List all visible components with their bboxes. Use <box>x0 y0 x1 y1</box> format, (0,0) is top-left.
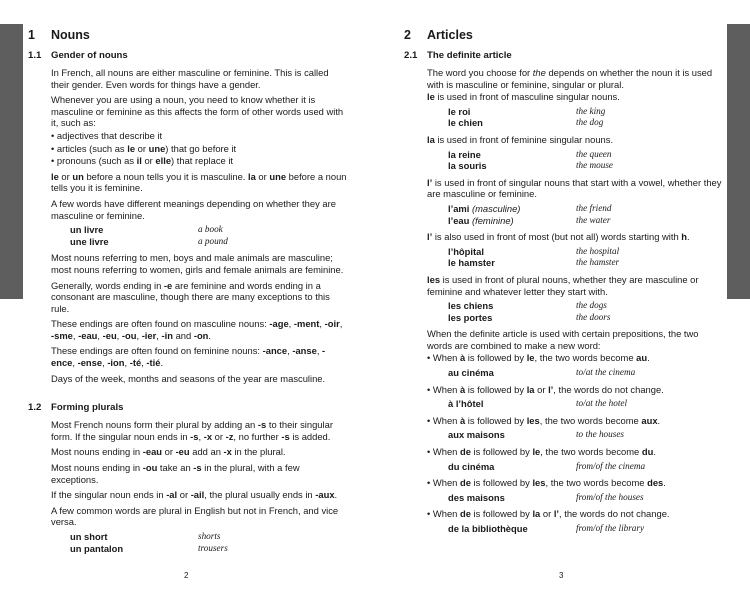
paragraph: A few words have different meanings depending on whether they are masculine or feminine. <box>51 197 336 221</box>
paragraph: Most French nouns form their plural by adding an -s to their singular form. If the singular noun ends in -s, -x or -z, no further -s is added. <box>51 419 333 442</box>
example-list <box>427 523 726 535</box>
example-row: l’ami (masculine) the friend <box>448 202 612 214</box>
right-page <box>404 28 726 540</box>
chapter-number: 2 <box>404 28 411 42</box>
paragraph: le or un before a noun tells you it is masculine. la or une before a noun tells you it is feminine. <box>51 170 347 194</box>
section-heading <box>28 50 348 61</box>
section-body <box>427 67 726 535</box>
bullet-item: • When de is followed by la or l’, the words do not change. <box>427 508 670 520</box>
example-row: un short shorts <box>70 531 221 542</box>
example-row: le chien the dog <box>448 117 604 129</box>
chapter-heading <box>28 28 348 42</box>
chapter-tab-right <box>727 24 750 299</box>
paragraph: Most nouns ending in -eau or -eu add an -x in the plural. <box>51 446 286 458</box>
example-list <box>51 531 348 554</box>
paragraph: In French, all nouns are either masculine or feminine. This is called their gender. Even words for things have a gender. <box>51 67 329 90</box>
paragraph: les is used in front of plural nouns, whether they are masculine or feminine and whatever letter they start with. <box>427 273 699 297</box>
paragraph: l’ is also used in front of most (but not all) words starting with h. <box>427 231 690 243</box>
example-row: l’hôpital the hospital <box>448 245 620 257</box>
example-list <box>427 461 726 473</box>
bullet-item: • When de is followed by les, the two words become des. <box>427 477 666 489</box>
example-row: le roi the king <box>448 105 606 117</box>
example-list <box>427 246 726 269</box>
section-title: Forming plurals <box>51 402 124 414</box>
example-row: un pantalon trousers <box>70 542 228 554</box>
example-row: de la bibliothèque from/of the library <box>448 523 645 534</box>
example-row: une livre a pound <box>70 235 228 247</box>
bullet-item: • When à is followed by les, the two words become aux. <box>427 414 661 426</box>
page-number: 3 <box>559 571 564 580</box>
page-number: 2 <box>184 571 189 580</box>
paragraph: When the definite article is used with certain prepositions, the two words are combined to make a new word: <box>427 328 699 351</box>
example-row: un livre a book <box>70 224 223 236</box>
paragraph: A few common words are plural in English but not in French, and vice versa. <box>51 504 339 528</box>
section-number: 1.2 <box>28 402 42 414</box>
section-body <box>51 419 348 554</box>
chapter-title: Articles <box>427 28 473 42</box>
section-number: 2.1 <box>404 50 418 61</box>
example-list <box>427 149 726 172</box>
example-list <box>427 492 726 504</box>
paragraph: Most nouns ending in -ou take an -s in the plural, with a few exceptions. <box>51 462 300 485</box>
paragraph: These endings are often found on feminine nouns: -ance, -anse, -ence, -ense, -ion, -té, -tié. <box>51 345 326 369</box>
example-row: le hamster the hamster <box>448 257 620 269</box>
paragraph: l’ is used in front of singular nouns that start with a vowel, whether they are masculine or feminine. <box>427 176 722 200</box>
example-row: au cinéma to/at the cinema <box>448 367 636 379</box>
chapter-title: Nouns <box>51 28 90 42</box>
example-row: l’eau (feminine) the water <box>448 214 611 226</box>
bullet-item: • pronouns (such as il or elle) that replace it <box>51 155 234 167</box>
paragraph: These endings are often found on masculine nouns: -age, -ment, -oir, -sme, -eau, -eu, -ou, -ier, -in and -on. <box>51 318 343 341</box>
example-list <box>51 224 348 247</box>
example-row: les chiens the dogs <box>448 300 607 312</box>
example-list <box>427 429 726 441</box>
example-row: du cinéma from/of the cinema <box>448 460 646 472</box>
paragraph: Most nouns referring to men, boys and male animals are masculine; most nouns referring to women, girls and female animals are feminine. <box>51 252 344 275</box>
bullet-item: • When à is followed by le, the two words become au. <box>427 352 650 364</box>
bullet-item: • adjectives that describe it <box>51 129 163 141</box>
paragraph: Whenever you are using a noun, you need to know whether it is masculine or feminine as this affects the form of other words used with it, such as: <box>51 94 344 129</box>
section-number: 1.1 <box>28 50 42 61</box>
example-row: la souris the mouse <box>448 160 613 172</box>
paragraph: le is used in front of masculine singular nouns. <box>427 91 620 103</box>
paragraph: The word you choose for the depends on whether the noun it is used with is masculine or feminine, singular or plural. <box>427 67 713 90</box>
section-title: Gender of nouns <box>51 50 128 61</box>
example-list <box>427 367 726 379</box>
paragraph: Generally, words ending in -e are feminine and words ending in a consonant are masculine, though there are many exceptions to this rule. <box>51 279 330 314</box>
chapter-tab-left <box>0 24 23 299</box>
chapter-number: 1 <box>28 28 35 42</box>
section-body <box>51 67 348 384</box>
bullet-item: • When de is followed by le, the two words become du. <box>427 446 656 458</box>
paragraph: Days of the week, months and seasons of the year are masculine. <box>51 372 326 384</box>
example-list <box>427 106 726 129</box>
example-list <box>427 203 726 226</box>
chapter-heading <box>404 28 726 42</box>
paragraph: If the singular noun ends in -al or -ail, the plural usually ends in -aux. <box>51 489 338 501</box>
left-page <box>28 28 348 559</box>
section-heading <box>404 50 726 61</box>
bullet-item: • When à is followed by la or l’, the words do not change. <box>427 383 664 395</box>
example-row: des maisons from/of the houses <box>448 491 644 503</box>
paragraph: la is used in front of feminine singular nouns. <box>427 133 614 145</box>
example-row: la reine the queen <box>448 148 612 160</box>
example-row: les portes the doors <box>448 311 611 323</box>
example-row: aux maisons to the houses <box>448 429 624 441</box>
example-list <box>427 300 726 323</box>
example-list <box>427 398 726 410</box>
bullet-item: • articles (such as le or une) that go before it <box>51 142 237 154</box>
example-row: à l’hôtel to/at the hotel <box>448 398 628 410</box>
section-heading <box>28 402 348 413</box>
section-title: The definite article <box>427 50 512 61</box>
